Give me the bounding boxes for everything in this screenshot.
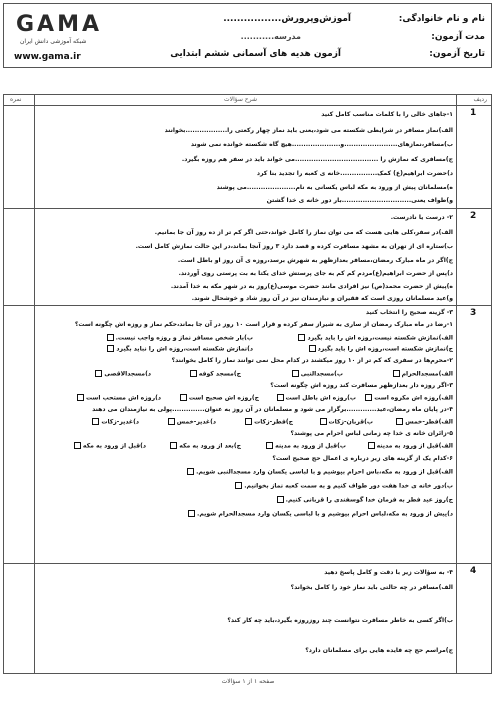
option: د)قبل از ورود به مکه [74, 442, 146, 451]
questions-table [3, 94, 492, 674]
option: الف)قبل از ورود به مدینه [368, 442, 453, 451]
option: الف)روزه اش مکروه است [365, 394, 453, 403]
org-field: آموزش‌وپرورش................. [223, 14, 351, 24]
checkbox[interactable] [168, 418, 175, 425]
q1-title: ۱-جاهای خالی را با کلمات مناسب کامل کنید [321, 111, 453, 118]
q1-line: الف)نماز مسافر در شرایطی شکسته می شود،یعنی باید نماز چهار رکعتی را..................بخوانند [164, 127, 453, 134]
duration-label: مدت آزمون: [431, 32, 485, 42]
row-separator [4, 208, 491, 209]
q3-sub: ۶-کدام یک از گزینه های زیر درباره ی اعمال حج صحیح است؟ [272, 455, 453, 462]
option: ب)قربان-زکات [320, 418, 373, 427]
q2-line: الف)در سفر،کلی هایی هست که می توان نماز را کامل خواند،حتی اگر کم تر از ده روز آن جا بمانیم. [154, 229, 453, 236]
checkbox[interactable] [368, 442, 375, 449]
name-label: نام و نام خانوادگی: [398, 14, 485, 24]
option: ب)قبل از ورود به مدینه [266, 442, 346, 451]
checkbox[interactable] [92, 418, 99, 425]
date-label: تاریخ آزمون: [429, 49, 485, 59]
option: د)روزه اش مستحب است [77, 394, 161, 403]
option: د)غدیر-خمس [168, 418, 216, 427]
checkbox[interactable] [277, 394, 284, 401]
checkbox[interactable] [77, 394, 84, 401]
question-number: 1 [470, 108, 477, 118]
checkbox[interactable] [298, 334, 305, 341]
checkbox[interactable] [277, 496, 284, 503]
table-header [4, 95, 491, 106]
checkbox[interactable] [235, 482, 242, 489]
option: ج)روز عید فطر به فرمان خدا گوسفندی را قربانی کنیم. [277, 496, 453, 505]
q3-sub: ۱-رضا در ماه مبارک رمضان از ساری به شیراز سفر کرده و قرار است ۱۰ روز در آن جا بماند،حکم نماز و روزه اش چگونه است؟ [74, 321, 453, 328]
q2-line: د)پس از حضرت ابراهیم(ع)مردم کم کم به جای پرستش خدای یکتا به بت پرستی روی آوردند. [178, 270, 453, 277]
q1-line: ب)مسافر،نمازهای.......................و.....................هیچ گاه شکسته خوانده نمی شوند [190, 141, 453, 148]
row-separator [4, 563, 491, 564]
q3-sub: ۴-در پایان ماه رمضان،عید.............برگزار می شود و مسلمانان در آن روز به عنوان..............پولی به نیازمندان می دهند [92, 406, 453, 413]
option: ج)فطر-زکات [245, 418, 293, 427]
option: ج)بعد از ورود به مکه [170, 442, 241, 451]
option: ب)روزه اش باطل است [277, 394, 356, 403]
q2-line: ب)ستاره ای از تهران به مشهد مسافرت کرده و قصد دارد ۳ روز آنجا بماند،در این حالت نمازش کامل است. [135, 243, 453, 250]
checkbox[interactable] [107, 334, 114, 341]
checkbox[interactable] [292, 370, 299, 377]
option: ب)بار شخص مسافر نماز و روزه واجب نیست. [107, 334, 253, 343]
checkbox[interactable] [74, 442, 81, 449]
gama-logo [10, 12, 110, 66]
option: د)نمازش شکسته است،روزه اش را نباید بگیرد [107, 345, 253, 354]
checkbox[interactable] [396, 418, 403, 425]
logo-subtitle: شبکه آموزشی دانش ایران [20, 38, 87, 45]
option: ج)روزه اش صحیح است [180, 394, 259, 403]
option: د)پیش از ورود به مکه،لباس احرام بپوشیم و با لباسی یکسان وارد مسجدالحرام شویم. [188, 510, 453, 519]
q2-title: ۲- درست یا نادرست. [390, 214, 453, 221]
checkbox[interactable] [245, 418, 252, 425]
q4-line: ج)مراسم حج چه فایده هایی برای مسلمانان دارد؟ [305, 647, 453, 654]
q3-sub: ۲-محرم‌ها در سفری که کم تر از ۱۰ روز میکشند در کدام محل نمی توانند نماز را کامل بخوانند؟ [171, 357, 453, 364]
exam-title: آزمون هدیه های آسمانی ششم ابتدایی [170, 49, 341, 59]
option: ج)مسجد کوفه [190, 370, 241, 379]
checkbox[interactable] [188, 510, 195, 517]
q3-sub: ۵-زائران خانه ی خدا چه زمانی لباس احرام می پوشند؟ [290, 430, 453, 437]
col-score: نمره [10, 96, 22, 103]
checkbox[interactable] [393, 370, 400, 377]
option: ب)دور خانه ی خدا هفت دور طواف کنیم و به سمت کعبه نماز بخوانیم. [235, 482, 453, 491]
checkbox[interactable] [320, 418, 327, 425]
q1-line: د)حضرت ابراهیم(ع) کمک................خانه ی کعبه را تجدید بنا کرد [256, 170, 453, 177]
q1-line: ج)مسافری که نمازش را ....................................می خواند باید در سفر هم روزه بگیرد. [181, 156, 453, 163]
school-field: مدرسه........... [240, 32, 301, 41]
option: الف)نمازش شکسته نیست،روزه اش را باید بگیرد [298, 334, 453, 343]
website: www.gama.ir [14, 52, 81, 62]
option: ج)نمازش شکسته است،روزه اش را باید بگیرد [309, 345, 453, 354]
q4-line: الف)مسافر در چه حالتی باید نماز خود را کامل بخواند؟ [290, 584, 453, 591]
row-separator [4, 305, 491, 306]
question-number: 4 [470, 566, 477, 576]
row-divider [456, 95, 457, 673]
col-row: ردیف [473, 96, 487, 103]
q1-line: و)طواف یعنی..............................بار دور خانه ی خدا گشتن [266, 197, 453, 204]
checkbox[interactable] [266, 442, 273, 449]
q2-line: ج)اگر در ماه مبارک رمضان،مسافر بعدازظهر به شهرش برسد،روزه ی آن روز او باطل است. [177, 257, 453, 264]
option: الف)فطر-خمس [396, 418, 453, 427]
checkbox[interactable] [309, 345, 316, 352]
checkbox[interactable] [107, 345, 114, 352]
checkbox[interactable] [180, 394, 187, 401]
option: الف)مسجدالحرام [393, 370, 453, 379]
option: ب)مسجدالنبی [292, 370, 343, 379]
score-divider [34, 95, 35, 673]
col-question: شرح سؤالات [224, 96, 257, 103]
question-number: 2 [470, 211, 477, 221]
checkbox[interactable] [95, 370, 102, 377]
option: د)غدیر-زکات [92, 418, 139, 427]
q3-title: ۳- گزینه صحیح را انتخاب کنید [365, 309, 453, 316]
q3-sub: ۳-اگر روزه دار بعدازظهر مسافرت کند روزه اش چگونه است؟ [270, 382, 453, 389]
q4-line: ب)اگر کسی به خاطر مسافرت نتوانست چند روزروزه بگیرد،باید چه کار کند؟ [227, 617, 453, 624]
q2-line: ه)پیش از حضرت محمد(ص) نیز افرادی مانند حضرت موسی(ع)روز به در شهر مکه به خدا آمدند. [170, 283, 453, 290]
checkbox[interactable] [187, 468, 194, 475]
q4-title: ۴- به سؤالات زیر با دقت و کامل پاسخ دهید [324, 569, 453, 576]
exam-header [3, 3, 492, 68]
checkbox[interactable] [365, 394, 372, 401]
checkbox[interactable] [170, 442, 177, 449]
checkbox[interactable] [190, 370, 197, 377]
q1-line: ه)مسلمانان پیش از ورود به مکه لباس یکسانی به نام.....................می پوشند [216, 184, 453, 191]
option: د)مسجدالاقصی [95, 370, 151, 379]
option: الف)قبل از ورود به مکه،باس احرام بپوشیم و با لباسی یکسان وارد مسجدالنبی شویم. [187, 468, 453, 477]
q2-line: و)عید مسلمانان روزی است که فقیران و نیازمندان نیز در آن روز شاد و خوشحال شوند. [191, 295, 453, 302]
page-footer: صفحه ۱ از ۱ سؤالات [221, 678, 275, 685]
question-number: 3 [470, 308, 477, 318]
logo-text: GAMA [16, 12, 103, 37]
